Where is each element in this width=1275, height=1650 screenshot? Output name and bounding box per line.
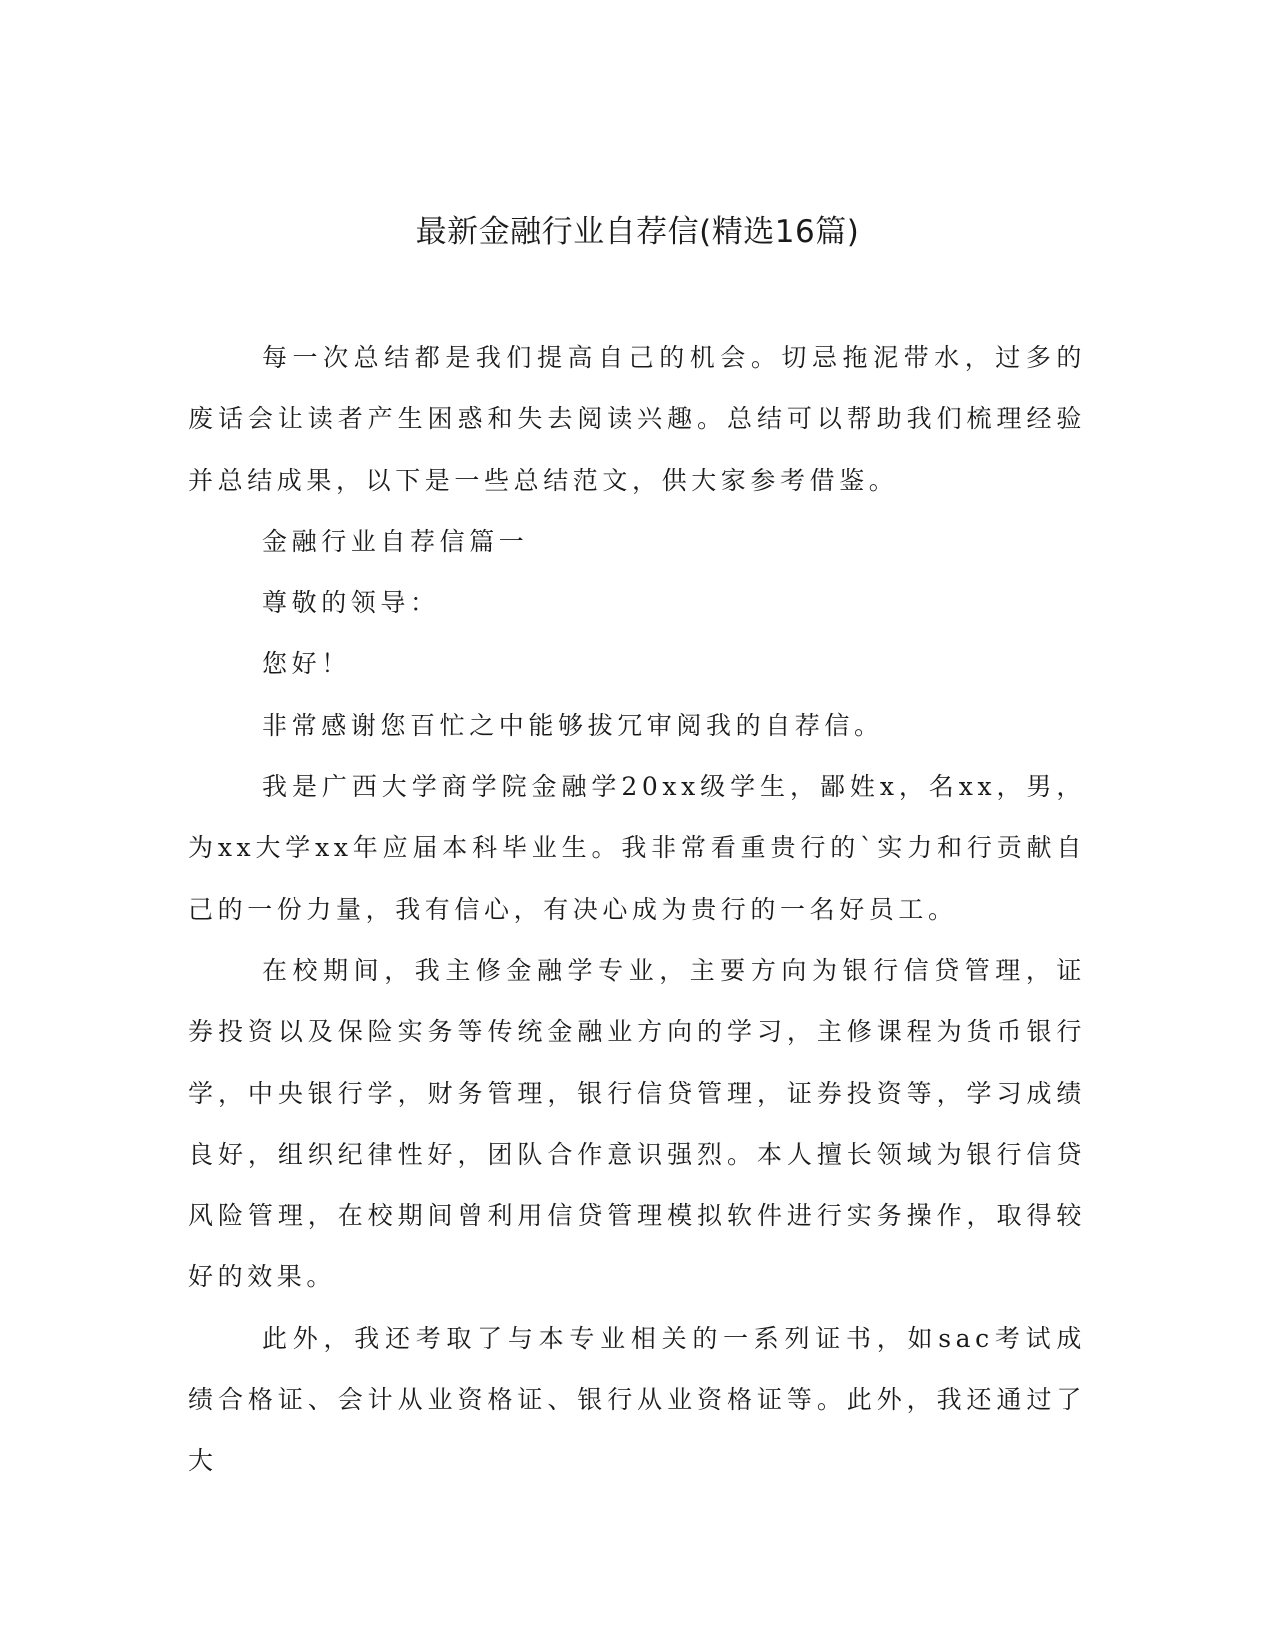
document-body [188, 327, 1086, 1492]
intro-paragraph: 每一次总结都是我们提高自己的机会。切忌拖泥带水，过多的废话会让读者产生困惑和失去阅读兴趣。总结可以帮助我们梳理经验并总结成果，以下是一些总结范文，供大家参考借鉴。 [188, 343, 1086, 495]
study-paragraph: 在校期间，我主修金融学专业，主要方向为银行信贷管理，证券投资以及保险实务等传统金融业方向的学习，主修课程为货币银行学，中央银行学，财务管理，银行信贷管理，证券投资等，学习成绩良好，组织纪律性好，团队合作意识强烈。本人擅长领域为银行信贷风险管理，在校期间曾利用信贷管理模拟软件进行实务操作，取得较好的效果。 [188, 955, 1086, 1292]
thanks-paragraph: 非常感谢您百忙之中能够拔冗审阅我的自荐信。 [262, 710, 884, 740]
section-heading: 金融行业自荐信篇一 [262, 526, 529, 556]
greeting: 您好！ [262, 649, 351, 679]
certificates-paragraph: 此外，我还考取了与本专业相关的一系列证书，如sac考试成绩合格证、会计从业资格证、银行从业资格证等。此外，我还通过了大 [188, 1323, 1086, 1476]
self-introduction-paragraph: 我是广西大学商学院金融学20xx级学生，鄙姓x，名xx，男，为xx大学xx年应届本科毕业生。我非常看重贵行的`实力和行贡献自己的一份力量，我有信心，有决心成为贵行的一名好员工。 [188, 772, 1086, 924]
document-title: 最新金融行业自荐信(精选16篇) [415, 214, 860, 250]
salutation: 尊敬的领导： [262, 588, 440, 618]
